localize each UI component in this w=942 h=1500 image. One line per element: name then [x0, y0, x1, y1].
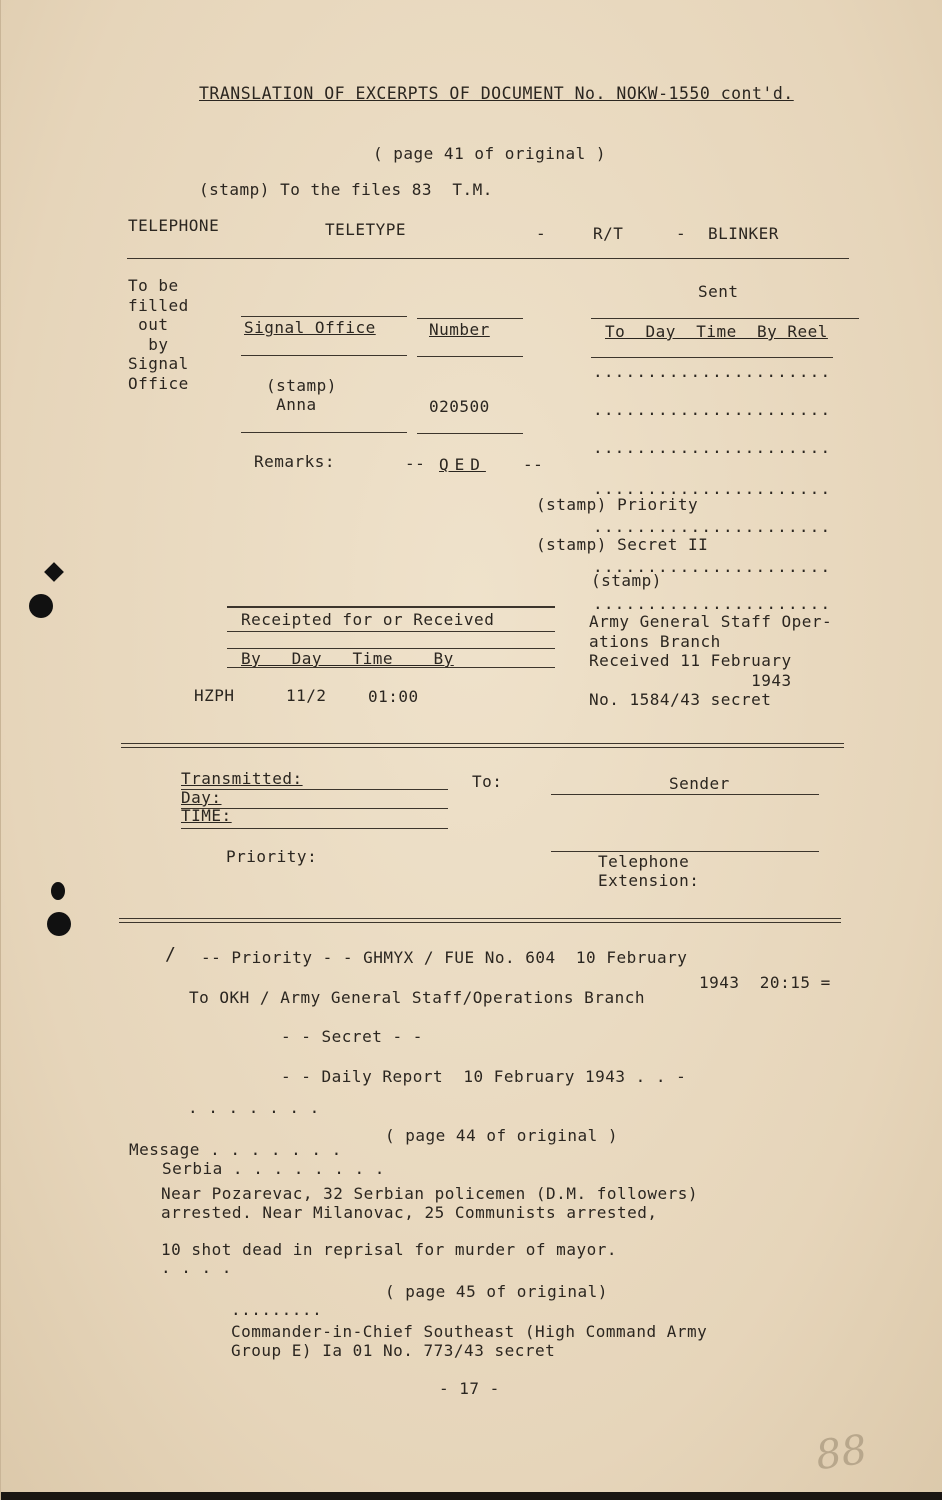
sent-columns: To Day Time By Reel	[605, 322, 828, 341]
qed-dash: --	[523, 455, 544, 474]
sent-dot-line: ......................	[593, 438, 832, 457]
sent-dot-line: ......................	[593, 594, 832, 613]
remarks-label: Remarks:	[254, 452, 336, 471]
divider	[591, 357, 833, 358]
divider	[127, 258, 849, 259]
sent-dot-line: ......................	[593, 517, 832, 536]
receipt-time-value: 01:00	[368, 687, 419, 706]
page-reference: ( page 44 of original )	[385, 1126, 619, 1145]
serbia-label: Serbia . . . . . . . .	[162, 1159, 385, 1178]
message-secret: - - Secret - -	[281, 1027, 423, 1046]
scan-edge	[1, 1492, 942, 1500]
mode-blinker: BLINKER	[708, 224, 779, 243]
message-label: Message . . . . . . .	[129, 1140, 342, 1159]
sent-dot-line: ......................	[593, 362, 832, 381]
mode-rt: R/T	[593, 224, 624, 243]
tick-mark: /	[165, 944, 177, 965]
page-number: - 17 -	[439, 1379, 500, 1398]
army-received-stamp: Army General Staff Oper- ations Branch Received 11 February 1943 No. 1584/43 secret	[589, 612, 833, 709]
stamp-priority: (stamp) Priority	[536, 495, 699, 514]
divider	[591, 318, 859, 319]
divider	[241, 355, 407, 356]
day-label: Day:	[181, 788, 222, 807]
time-label: TIME:	[181, 806, 232, 825]
divider	[417, 356, 523, 357]
mode-separator: -	[676, 224, 687, 243]
binder-hole	[47, 912, 71, 936]
stamp-anna: (stamp) Anna	[266, 376, 337, 414]
priority-label: Priority:	[226, 847, 318, 866]
fastener-mark	[44, 562, 64, 582]
sender-label: Sender	[669, 774, 730, 793]
to-be-filled-label: To be filled out by Signal Office	[128, 276, 189, 393]
stamp-blank: (stamp)	[591, 571, 662, 590]
sent-dot-line: ......................	[593, 400, 832, 419]
divider	[241, 432, 407, 433]
qed-dash: --	[405, 454, 426, 473]
receipted-header: Receipted for or Received	[241, 610, 495, 629]
transmitted-label: Transmitted:	[181, 769, 303, 788]
message-body-line: arrested. Near Milanovac, 25 Communists arrested,	[161, 1203, 658, 1222]
mode-telephone: TELEPHONE	[128, 216, 220, 235]
divider	[241, 316, 407, 317]
double-divider	[121, 743, 844, 748]
message-recipient: To OKH / Army General Staff/Operations Branch	[189, 988, 645, 1007]
number-value: 020500	[429, 397, 490, 416]
mode-teletype: TELETYPE	[325, 220, 407, 239]
message-header-line: -- Priority - - GHMYX / FUE No. 604 10 February	[201, 948, 688, 967]
sent-dot-line: ......................	[593, 557, 832, 576]
message-body-line: 10 shot dead in reprisal for murder of mayor.	[161, 1240, 617, 1259]
sent-header: Sent	[698, 282, 739, 301]
divider	[227, 631, 555, 632]
document-title: TRANSLATION OF EXCERPTS OF DOCUMENT No. NOKW-1550 cont'd.	[199, 84, 794, 103]
receipt-day-value: 11/2	[286, 686, 327, 705]
message-header-time: 1943 20:15 =	[699, 973, 831, 992]
divider	[551, 794, 819, 795]
pencil-annotation: 88	[813, 1426, 870, 1480]
telephone-extension-label: Telephone Extension:	[598, 852, 700, 890]
divider	[227, 606, 555, 608]
ellipsis-dots: . . . . . . .	[188, 1098, 320, 1117]
binder-hole	[29, 594, 53, 618]
signal-office-header: Signal Office	[244, 318, 376, 337]
to-label: To:	[472, 772, 503, 791]
double-divider	[119, 918, 841, 923]
stamp-secret: (stamp) Secret II	[536, 535, 709, 554]
cinc-line: Group E) Ia 01 No. 773/43 secret	[231, 1341, 556, 1360]
divider	[417, 433, 523, 434]
ellipsis-dots: .........	[231, 1300, 323, 1319]
page-reference: ( page 45 of original)	[385, 1282, 608, 1301]
cinc-line: Commander-in-Chief Southeast (High Command Army	[231, 1322, 708, 1341]
divider	[227, 667, 555, 668]
mode-separator: -	[536, 224, 547, 243]
ellipsis-dots: . . . .	[161, 1258, 232, 1277]
divider	[181, 828, 448, 829]
receipt-by-value: HZPH	[194, 686, 235, 705]
divider	[417, 318, 523, 319]
page-reference: ( page 41 of original )	[373, 144, 607, 163]
qed-value: QED	[439, 455, 486, 474]
sent-dot-line: ......................	[593, 479, 832, 498]
receipt-columns: By Day Time By	[241, 649, 454, 668]
stamp-to-files: (stamp) To the files 83 T.M.	[199, 180, 493, 199]
message-body-line: Near Pozarevac, 32 Serbian policemen (D.M. followers)	[161, 1184, 699, 1203]
number-header: Number	[429, 320, 490, 339]
fastener-mark	[51, 882, 65, 900]
daily-report-line: - - Daily Report 10 February 1943 . . -	[281, 1067, 687, 1086]
